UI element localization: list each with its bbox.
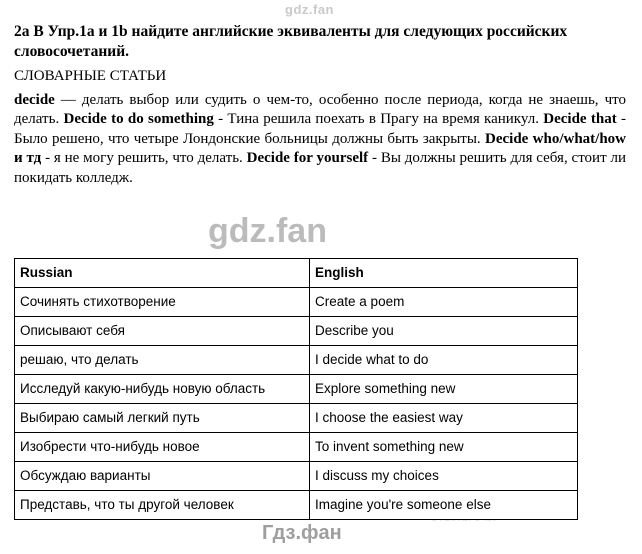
watermark-bottom: Гдз.фан bbox=[262, 522, 342, 544]
definition-text: - Тина решила поехать в Прагу на время каникул. bbox=[213, 111, 544, 128]
cell-english: Explore something new bbox=[310, 375, 578, 404]
table-row bbox=[15, 317, 578, 346]
table-row bbox=[15, 375, 578, 404]
document-body bbox=[14, 22, 626, 188]
watermark-center: gdz.fan bbox=[208, 212, 327, 250]
table-header bbox=[15, 259, 578, 288]
cell-russian: Сочинять стихотворение bbox=[15, 288, 310, 317]
cell-russian: Описывают себя bbox=[15, 317, 310, 346]
column-header-russian: Russian bbox=[15, 259, 310, 288]
cell-russian: Изобрести что-нибудь новое bbox=[15, 433, 310, 462]
watermark-top: gdz.fan bbox=[285, 2, 334, 17]
cell-english: I discuss my choices bbox=[310, 462, 578, 491]
definition-term: Decide to do something bbox=[63, 111, 214, 128]
definition-text: - я не могу решить, что делать. bbox=[41, 150, 247, 167]
dictionary-entry bbox=[14, 91, 626, 189]
definition-text: — делать выбор или судить о чем-то, особенно после периода, когда не знаешь, что делать. bbox=[14, 91, 626, 128]
definition-term: Decide who/what/how и тд bbox=[14, 130, 627, 167]
definition-term: Decide for yourself bbox=[246, 150, 369, 167]
cell-english: I choose the easiest way bbox=[310, 404, 578, 433]
cell-russian: решаю, что делать bbox=[15, 346, 310, 375]
table-row bbox=[15, 491, 578, 520]
cell-russian: Выбираю самый легкий путь bbox=[15, 404, 310, 433]
table-header-row bbox=[15, 259, 578, 288]
table-row bbox=[15, 404, 578, 433]
table-row bbox=[15, 288, 578, 317]
table-row bbox=[15, 462, 578, 491]
cell-russian: Обсуждаю варианты bbox=[15, 462, 310, 491]
table-row bbox=[15, 346, 578, 375]
vocabulary-table bbox=[14, 258, 578, 520]
task-heading: 2a В Упр.1a и 1b найдите английские эквиваленты для следующих российских словосочетаний. bbox=[14, 23, 568, 60]
cell-english: I decide what to do bbox=[310, 346, 578, 375]
column-header-english: English bbox=[310, 259, 578, 288]
cell-english: To invent something new bbox=[310, 433, 578, 462]
cell-english: Describe you bbox=[310, 317, 578, 346]
definition-term: decide bbox=[14, 91, 55, 108]
cell-russian: Исследуй какую-нибудь новую область bbox=[15, 375, 310, 404]
cell-english: Imagine you're someone else bbox=[310, 491, 578, 520]
cell-russian: Представь, что ты другой человек bbox=[15, 491, 310, 520]
table-row bbox=[15, 433, 578, 462]
table-body bbox=[15, 288, 578, 520]
definition-term: Decide that bbox=[543, 111, 617, 128]
definition-text: - Вы должны решить для себя, стоит ли покидать колледж. bbox=[14, 150, 626, 186]
cell-english: Create a poem bbox=[310, 288, 578, 317]
definition-text: - Было решено, что четыре Лондонские больницы должны быть закрыты. bbox=[14, 111, 626, 147]
section-title: СЛОВАРНЫЕ СТАТЬИ bbox=[14, 67, 167, 84]
